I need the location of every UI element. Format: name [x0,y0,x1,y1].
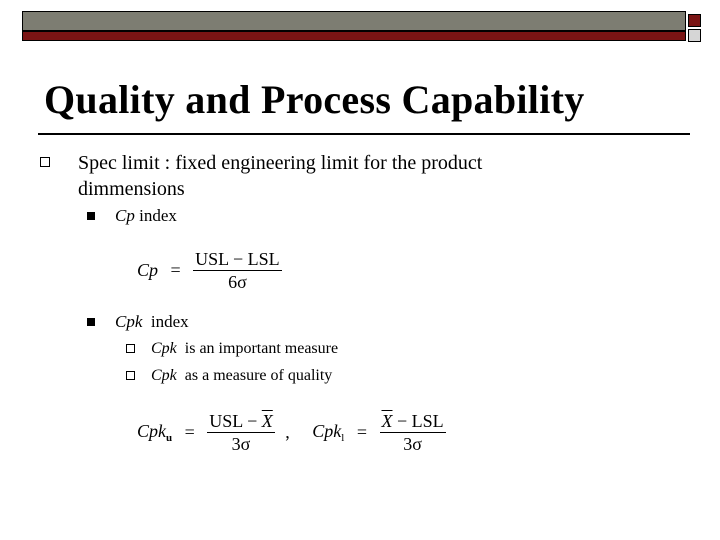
cpk-label-rest: index [142,312,189,331]
cp-formula-fraction [193,248,282,293]
cp-formula-lhs: Cp [137,260,159,280]
cpk-u-fraction [207,410,275,455]
main-bullet-line2: dimmensions [78,178,185,200]
cpk-subitem-1-text: is an important measure [176,340,339,357]
header-gray-band [22,11,686,31]
cpk-l-fraction [380,410,446,455]
header-red-band [22,31,686,41]
filled-square-bullet-icon [87,212,95,220]
cpk-l-denominator: 3σ [403,434,422,454]
slide-title: Quality and Process Capability [44,77,585,122]
cp-label-italic: Cp [115,206,135,225]
cp-formula-denominator: 6σ [228,272,247,292]
cpk-l-numerator: $\overline{X}$ − LSL [381,411,444,431]
cp-index-item [115,206,177,226]
cpk-formula [137,410,446,455]
cpk-subitem-2 [151,366,332,386]
cp-formula-equals: = [170,260,181,280]
header-decoration-bar [22,11,686,41]
cpk-u-denominator: 3σ [231,434,251,454]
header-red-square [688,14,701,27]
cpk-subitem-2-text: as a measure of quality [176,367,333,384]
filled-square-bullet-icon [87,318,95,326]
cp-formula [137,248,282,293]
main-bullet-line1: Spec limit : fixed engineering limit for the product [78,152,483,174]
cpk-index-item [115,312,189,332]
cpk-u-equals: = [184,422,195,442]
hollow-square-bullet-icon [126,344,135,353]
header-gray-square [688,29,701,42]
cp-label-rest: index [134,206,177,225]
cpk-subitem-1-italic: Cpk [151,340,177,357]
cpk-subitem-2-italic: Cpk [151,367,177,384]
cpk-subitem-1 [151,339,338,359]
main-bullet-text [78,150,638,202]
cp-formula-numerator: USL − LSL [195,249,280,269]
hollow-square-bullet-icon [40,157,50,167]
cpk-label-italic: Cpk [115,312,143,331]
cpk-u-lhs: Cpk$_u$ [137,421,173,444]
formula-comma: , [285,422,290,442]
title-underline [38,133,690,135]
cpk-l-lhs: Cpk$_l$ [312,421,345,444]
cpk-u-numerator: USL − $\overline{X}$ [209,411,273,431]
hollow-square-bullet-icon [126,371,135,380]
cpk-l-equals: = [356,422,367,442]
